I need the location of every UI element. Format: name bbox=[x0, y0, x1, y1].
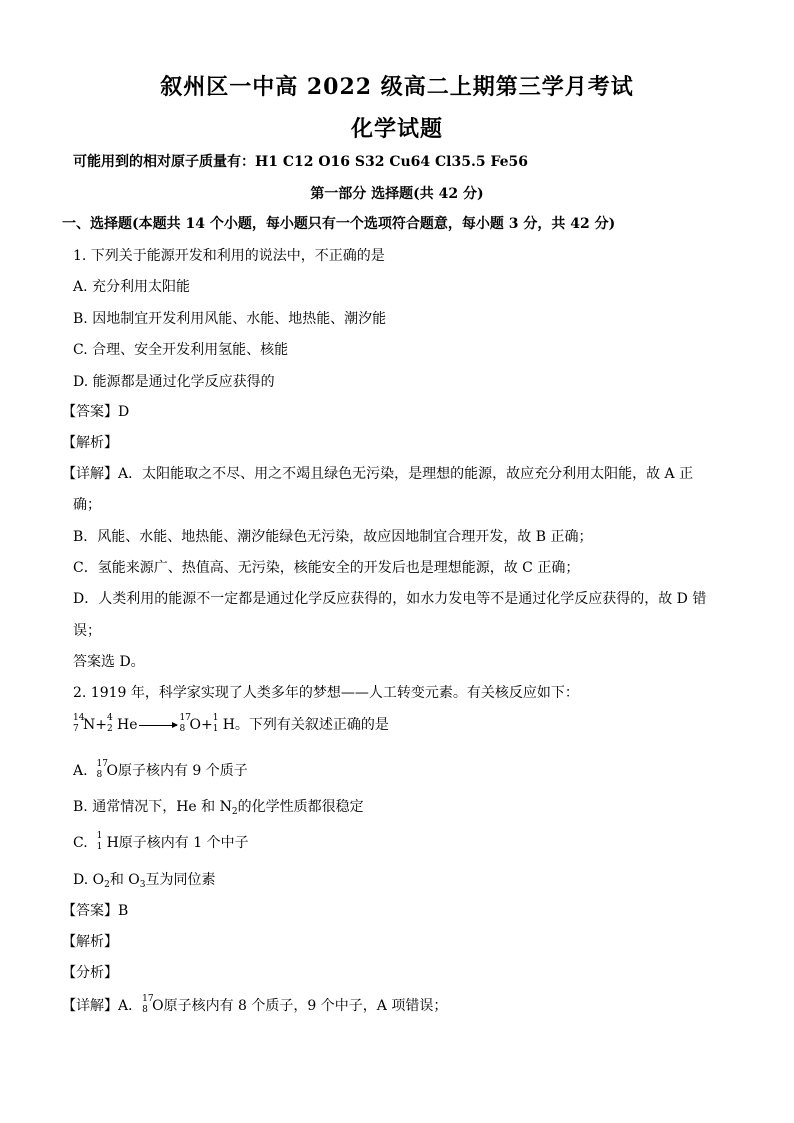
part-title: 第一部分 选择题(共 42 分) bbox=[310, 186, 484, 202]
q2-stem: 2. 1919 年，科学家实现了人类多年的梦想——人工转变元素。有关核反应如下： bbox=[73, 685, 579, 701]
q1-detail-4: C．氢能来源广、热值高、无污染，核能安全的开发后也是理想能源，故 C 正确； bbox=[73, 560, 580, 576]
o-nuclide-numbers: 17 8 bbox=[179, 713, 191, 734]
q1-option-c: C. 合理、安全开发利用氢能、核能 bbox=[73, 342, 289, 358]
n-nuclide-numbers: 14 7 bbox=[73, 713, 85, 734]
q2-fenxi: 【分析】 bbox=[62, 965, 118, 981]
q1-conclusion: 答案选 D。 bbox=[73, 654, 145, 670]
q1-option-b: B. 因地制宜开发利用风能、水能、地热能、潮汐能 bbox=[73, 311, 387, 327]
q1-option-a: A. 充分利用太阳能 bbox=[73, 279, 191, 295]
q1-detail-2: 确； bbox=[73, 497, 101, 513]
reaction-arrow bbox=[139, 725, 177, 726]
q1-detail-1: 【详解】A．太阳能取之不尽、用之不竭且绿色无污染，是理想的能源，故应充分利用太阳能，故 A 正 bbox=[62, 466, 694, 482]
q2-option-c: C. 1 1 H原子核内有 1 个中子 bbox=[73, 831, 249, 852]
exam-subtitle: 化学试题 bbox=[350, 116, 443, 142]
q2-option-b: B. 通常情况下，He 和 $N_2$的化学性质都很稳定 bbox=[73, 799, 364, 817]
q1-detail-6: 误； bbox=[73, 623, 101, 639]
q2-option-a: A. 17 8 O原子核内有 9 个质子 bbox=[73, 759, 248, 780]
q2-analysis: 【解析】 bbox=[62, 934, 118, 950]
atomic-masses: 可能用到的相对原子质量有：H1 C12 O16 S32 Cu64 Cl35.5 Fe56 bbox=[73, 154, 529, 170]
q1-detail-5: D．人类利用的能源不一定都是通过化学反应获得的，如水力发电等不是通过化学反应获得的，故 D 错 bbox=[73, 591, 707, 607]
section-title: 一、选择题(本题共 14 个小题，每小题只有一个选项符合题意，每小题 3 分，共 42 分) bbox=[62, 216, 616, 232]
q2-option-d: D. $O_2$和 $O_3$互为同位素 bbox=[73, 872, 216, 890]
q1-detail-3: B．风能、水能、地热能、潮汐能绿色无污染，故应因地制宜合理开发，故 B 正确； bbox=[73, 529, 593, 545]
q1-stem: 1. 下列关于能源开发和利用的说法中，不正确的是 bbox=[73, 248, 385, 264]
q1-analysis: 【解析】 bbox=[62, 435, 118, 451]
q1-option-d: D. 能源都是通过化学反应获得的 bbox=[73, 374, 275, 390]
q2-equation: 14 7 N+ 4 2 He 17 8 O+ 1 1 H。下列有关叙述正确的是 bbox=[73, 713, 389, 734]
q1-answer: 【答案】D bbox=[62, 404, 130, 420]
exam-title: 叙州区一中高 2022 级高二上期第三学月考试 bbox=[160, 74, 634, 100]
q2-detail-a: 【详解】A． 17 8 O原子核内有 8 个质子，9 个中子，A 项错误； bbox=[62, 994, 448, 1015]
h-nuclide-numbers: 1 1 bbox=[212, 713, 219, 734]
he-nuclide-numbers: 4 2 bbox=[106, 713, 113, 734]
q2-answer: 【答案】B bbox=[62, 903, 129, 919]
